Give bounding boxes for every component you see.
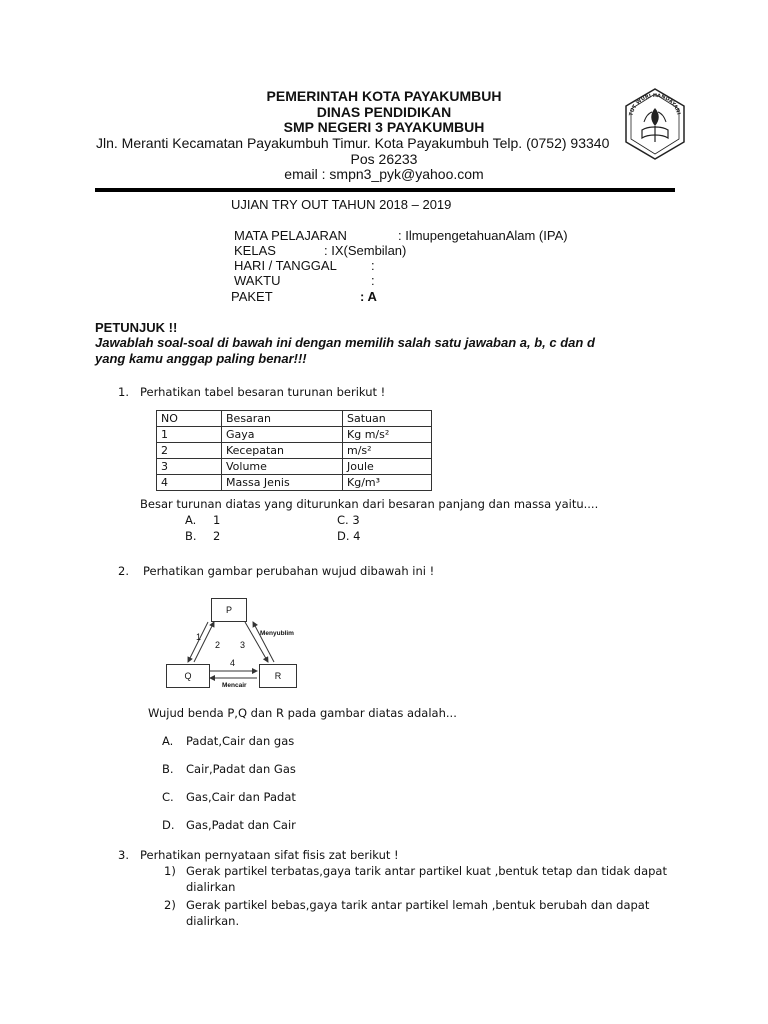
- q1-option-b-letter: B.: [185, 529, 197, 543]
- table-cell: 2: [157, 443, 222, 459]
- table-cell: Joule: [343, 459, 432, 475]
- table-cell: Volume: [222, 459, 343, 475]
- table-row: [157, 443, 432, 459]
- q3-number: 3.: [118, 848, 129, 862]
- arrow-label-4: 4: [230, 658, 236, 668]
- kelas-value: : IX(Sembilan): [324, 243, 407, 258]
- table-header-cell: Satuan: [343, 411, 432, 427]
- svg-text:TUT WURI HANDAYANI: TUT WURI HANDAYANI: [628, 92, 682, 117]
- state-p-box: P: [211, 598, 247, 622]
- state-q-box: Q: [166, 664, 210, 688]
- table-cell: Kg/m³: [343, 475, 432, 491]
- waktu-label: WAKTU: [234, 273, 281, 288]
- state-r-box: R: [259, 664, 297, 688]
- school-logo: [622, 86, 688, 162]
- mapel-value: : IlmupengetahuanAlam (IPA): [398, 228, 568, 243]
- waktu-value: :: [371, 273, 375, 288]
- table-cell: Kg m/s²: [343, 427, 432, 443]
- table-cell: m/s²: [343, 443, 432, 459]
- paket-value: : A: [360, 289, 377, 304]
- table-cell: Kecepatan: [222, 443, 343, 459]
- q3-statement-2-line2: dialirkan.: [186, 914, 240, 928]
- hari-label: HARI / TANGGAL: [234, 258, 337, 273]
- table-row: [157, 475, 432, 491]
- header-line2: DINAS PENDIDIKAN: [316, 104, 452, 120]
- petunjuk-title: PETUNJUK !!: [95, 320, 178, 335]
- petunjuk-line2: yang kamu anggap paling benar!!!: [95, 351, 307, 366]
- q1-option-b: 2: [213, 529, 221, 543]
- tut-wuri-handayani-logo-icon: [622, 86, 688, 162]
- q3-statement-1-number: 1): [164, 864, 176, 878]
- q2-text: Perhatikan gambar perubahan wujud dibawah ini !: [143, 564, 435, 578]
- header-email: email : smpn3_pyk@yahoo.com: [284, 166, 484, 182]
- q1-question: Besar turunan diatas yang diturunkan dari besaran panjang dan massa yaitu....: [140, 497, 599, 511]
- paket-label: PAKET: [231, 289, 273, 304]
- q1-number: 1.: [118, 385, 129, 399]
- table-header-cell: NO: [157, 411, 222, 427]
- arrow-label-3: 3: [240, 640, 246, 650]
- q2-option-b-letter: B.: [162, 762, 174, 776]
- q2-option-d: Gas,Padat dan Cair: [186, 818, 296, 832]
- table-cell: 3: [157, 459, 222, 475]
- table-cell: 1: [157, 427, 222, 443]
- q3-statement-1-line1: Gerak partikel terbatas,gaya tarik antar partikel kuat ,bentuk tetap dan tidak dapat: [186, 864, 667, 878]
- kelas-label: KELAS: [234, 243, 276, 258]
- q3-statement-1-line2: dialirkan: [186, 880, 236, 894]
- header-line1: PEMERINTAH KOTA PAYAKUMBUH: [266, 88, 502, 104]
- table-cell: 4: [157, 475, 222, 491]
- q1-option-a-letter: A.: [185, 513, 197, 527]
- q2-option-c-letter: C.: [162, 790, 174, 804]
- q1-text: Perhatikan tabel besaran turunan berikut !: [140, 385, 386, 399]
- q3-text: Perhatikan pernyataan sifat fisis zat berikut !: [140, 848, 399, 862]
- q1-option-d: D. 4: [337, 529, 361, 543]
- header-divider: [95, 188, 675, 192]
- derived-quantity-table: [156, 410, 432, 491]
- exam-title: UJIAN TRY OUT TAHUN 2018 – 2019: [231, 197, 452, 212]
- q1-option-a: 1: [213, 513, 221, 527]
- q2-option-d-letter: D.: [162, 818, 175, 832]
- q2-option-c: Gas,Cair dan Padat: [186, 790, 296, 804]
- header-line3: SMP NEGERI 3 PAYAKUMBUH: [283, 119, 485, 135]
- phase-change-diagram: [160, 594, 320, 694]
- table-row: [157, 459, 432, 475]
- petunjuk-line1: Jawablah soal-soal di bawah ini dengan memilih salah satu jawaban a, b, c dan d: [95, 335, 595, 350]
- q2-option-b: Cair,Padat dan Gas: [186, 762, 296, 776]
- mencair-label: Mencair: [222, 682, 247, 689]
- menyublim-label: Menyublim: [260, 630, 294, 637]
- arrow-label-1: 1: [196, 632, 202, 642]
- q2-option-a-letter: A.: [162, 734, 174, 748]
- header-address: Jln. Meranti Kecamatan Payakumbuh Timur. Kota Payakumbuh Telp. (0752) 93340: [96, 135, 610, 151]
- q3-statement-2-number: 2): [164, 898, 176, 912]
- header-pos: Pos 26233: [350, 151, 418, 167]
- q2-number: 2.: [118, 564, 129, 578]
- table-cell: Massa Jenis: [222, 475, 343, 491]
- arrow-label-2: 2: [215, 640, 221, 650]
- q1-option-c: C. 3: [337, 513, 360, 527]
- q2-option-a: Padat,Cair dan gas: [186, 734, 295, 748]
- q2-question: Wujud benda P,Q dan R pada gambar diatas adalah...: [148, 706, 457, 720]
- table-cell: Gaya: [222, 427, 343, 443]
- table-header-row: [157, 411, 432, 427]
- table-row: [157, 427, 432, 443]
- hari-value: :: [371, 258, 375, 273]
- table-header-cell: Besaran: [222, 411, 343, 427]
- mapel-label: MATA PELAJARAN: [234, 228, 347, 243]
- q3-statement-2-line1: Gerak partikel bebas,gaya tarik antar partikel lemah ,bentuk berubah dan dapat: [186, 898, 650, 912]
